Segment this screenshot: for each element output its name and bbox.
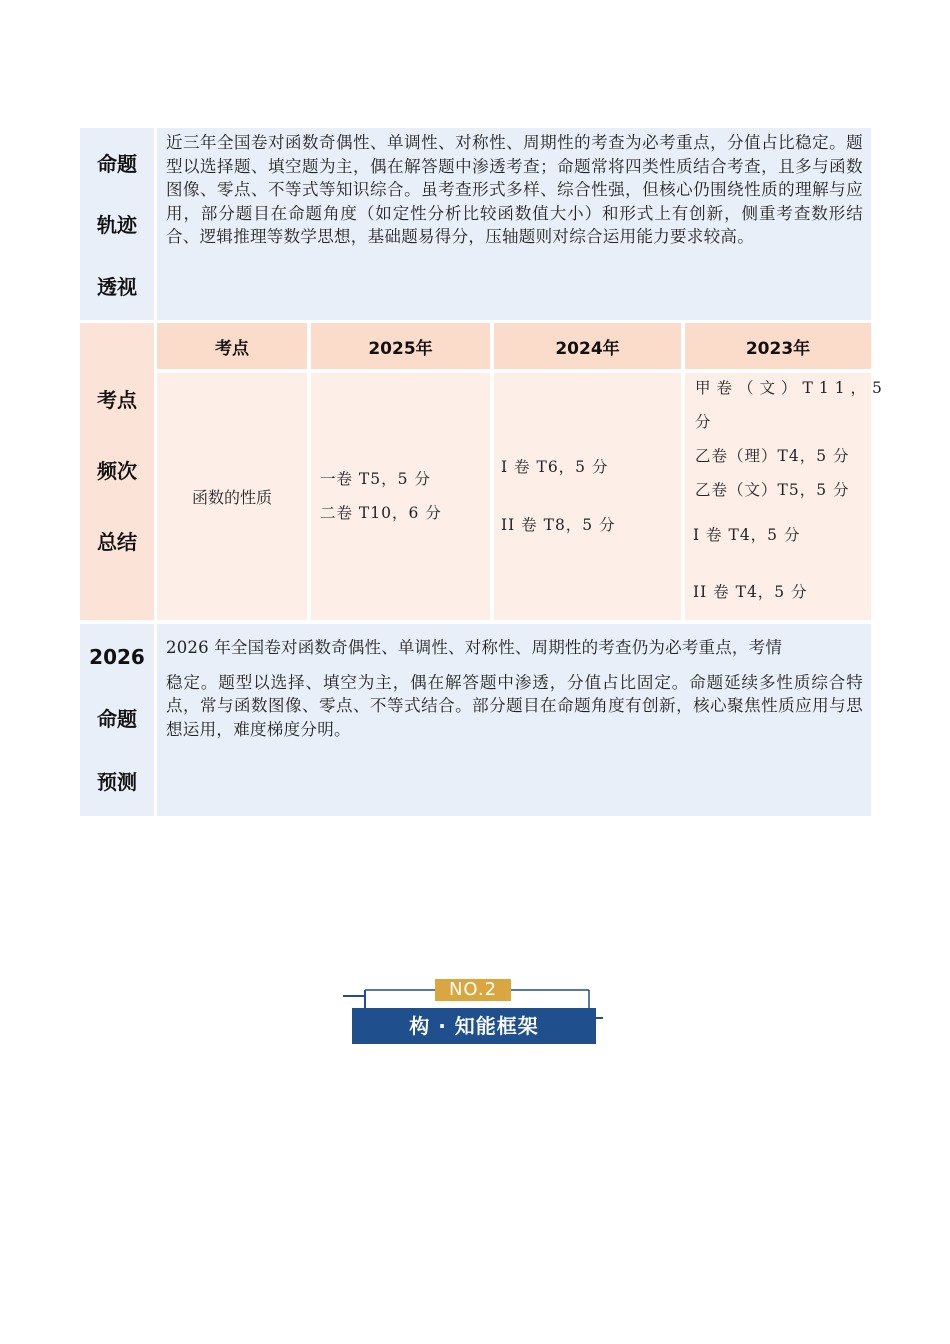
prediction-first-line: 2026 年全国卷对函数奇偶性、单调性、对称性、周期性的考查仍为必考重点，考情 — [166, 638, 783, 657]
entry-2023: 甲卷（文）T11，5 — [695, 379, 888, 397]
label-line: 2026 — [89, 645, 145, 669]
entry-2024: I 卷 T6，5 分 — [501, 458, 609, 476]
header-topic: 考点 — [157, 323, 307, 369]
entry-2025: 二卷 T10，6 分 — [320, 504, 442, 522]
prediction-content — [157, 624, 871, 816]
label-line: 考点 — [97, 388, 137, 412]
frequency-section — [80, 323, 888, 620]
label-line: 总结 — [97, 530, 137, 554]
entry-2023: 乙卷（理）T4，5 分 — [695, 447, 850, 465]
cell-2023 — [685, 373, 888, 620]
label-line: 透视 — [97, 274, 137, 299]
cell-2024 — [494, 373, 681, 620]
trajectory-section — [80, 128, 871, 320]
label-line: 轨迹 — [97, 213, 137, 238]
entry-2024: II 卷 T8，5 分 — [501, 516, 616, 534]
label-line: 预测 — [97, 770, 137, 794]
prediction-section — [80, 624, 871, 816]
entry-2023: 分 — [695, 413, 712, 431]
cell-2025 — [311, 373, 490, 620]
header-2024: 2024年 — [494, 323, 681, 369]
entry-2023: I 卷 T4，5 分 — [693, 526, 801, 544]
topic-cell — [157, 373, 307, 620]
frequency-label — [80, 323, 154, 620]
prediction-text: 稳定。题型以选择、填空为主，偶在解答题中渗透，分值占比固定。命题延续多性质综合特点，常与函数图像、零点、不等式结合。部分题目在命题角度有创新，核心聚焦性质应用与思想运用，难度梯度分明。 — [166, 672, 863, 739]
label-line: 频次 — [97, 459, 137, 483]
header-2025: 2025年 — [311, 323, 490, 369]
trajectory-content — [157, 128, 871, 320]
label-line: 命题 — [97, 152, 137, 177]
trajectory-text: 近三年全国卷对函数奇偶性、单调性、对称性、周期性的考查为必考重点，分值占比稳定。题型以选择题、填空题为主，偶在解答题中渗透考查；命题常将四类性质结合考查，且多与函数图像、零点、不等式等知识综合。虽考查形式多样、综合性强，但核心仍围绕性质的理解与应用，部分题目在命题角度（如定性分析比较函数值大小）和形式上有创新，侧重考查数形结合、逻辑推理等数学思想，基础题易得分，压轴题则对综合运用能力要求较高。 — [166, 133, 863, 246]
banner-title: 构 · 知能框架 — [409, 1014, 539, 1038]
banner-tag: NO.2 — [448, 979, 498, 1000]
trajectory-label — [80, 128, 154, 320]
label-line: 命题 — [97, 707, 137, 731]
prediction-label — [80, 624, 154, 816]
entry-2023: II 卷 T4，5 分 — [693, 583, 808, 601]
entry-2025: 一卷 T5，5 分 — [320, 470, 431, 488]
topic-name: 函数的性质 — [191, 488, 272, 507]
header-2023: 2023年 — [685, 323, 871, 369]
section-banner — [343, 978, 605, 1048]
entry-2023: 乙卷（文）T5，5 分 — [695, 481, 850, 499]
